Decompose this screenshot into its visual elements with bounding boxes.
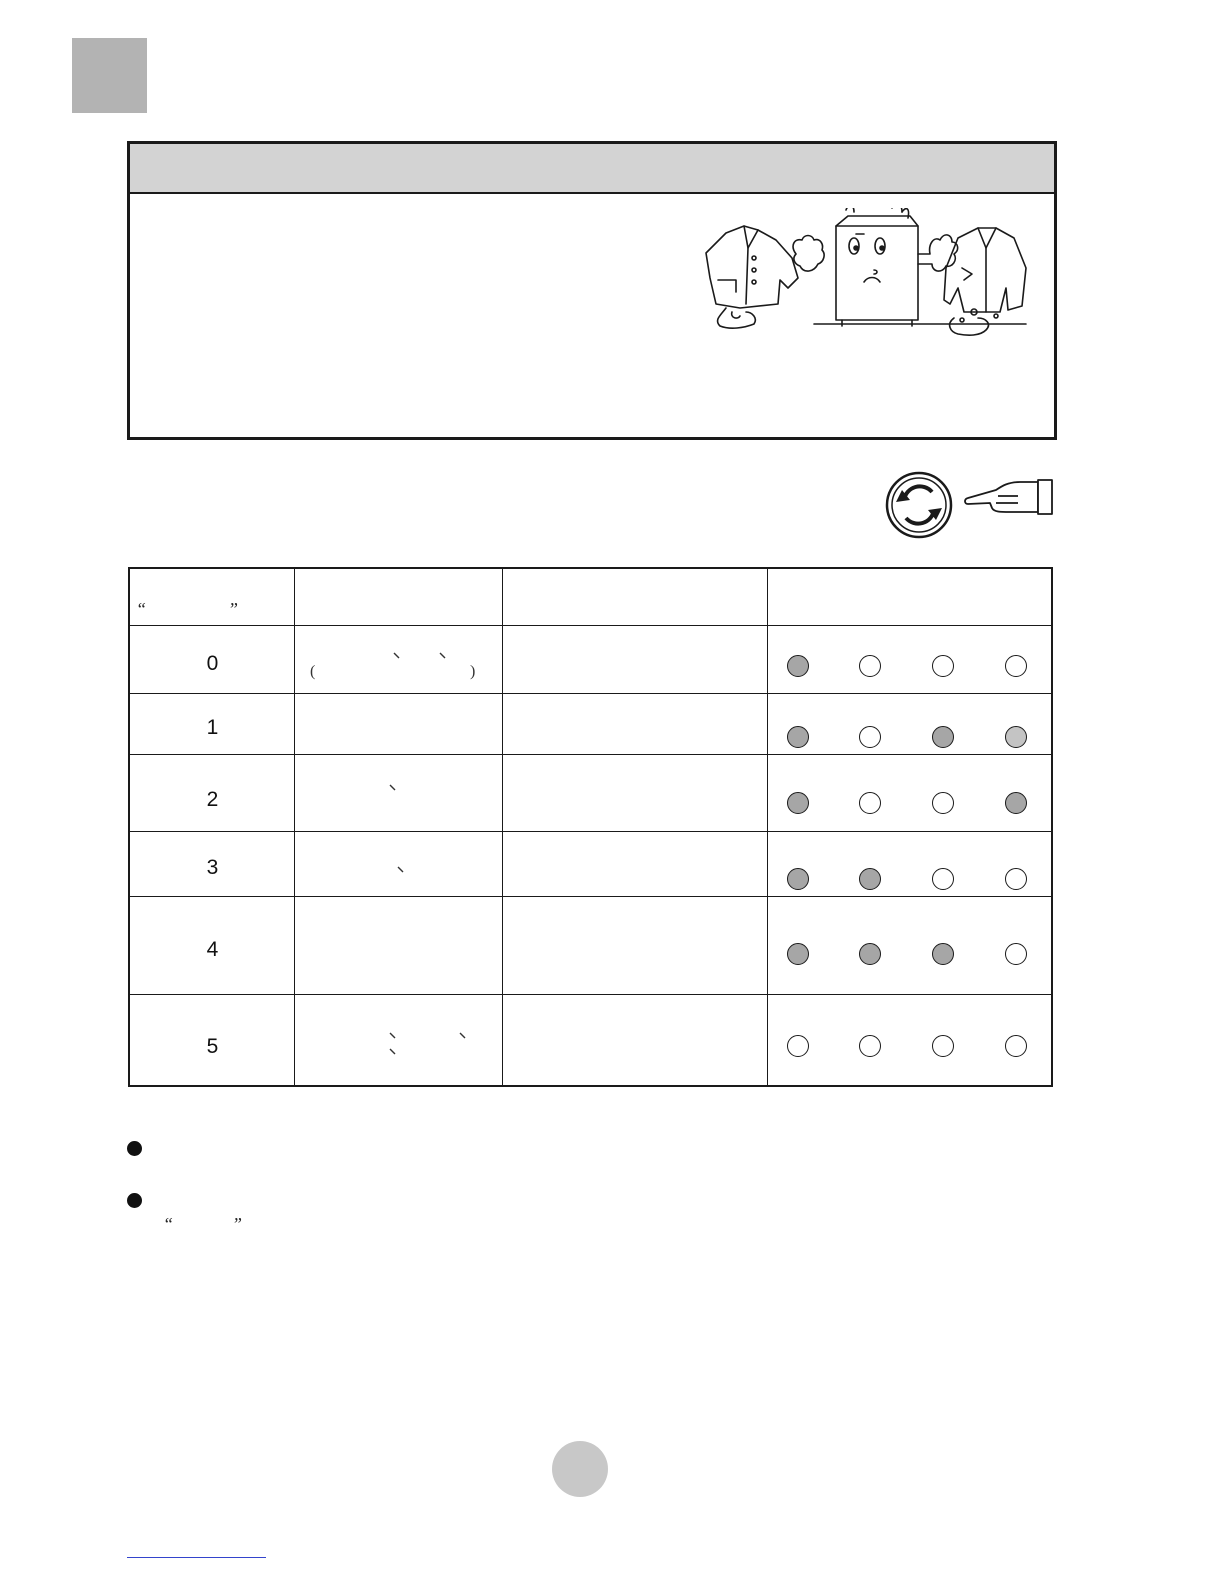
step-number: 0 <box>206 652 219 675</box>
diacritic-mark <box>438 651 448 661</box>
step-number: 2 <box>206 788 219 811</box>
indicator-light <box>787 726 809 748</box>
indicator-light <box>1005 1035 1027 1057</box>
indicator-light <box>859 792 881 814</box>
diacritic-mark <box>388 1047 398 1057</box>
diacritic-mark <box>458 1031 468 1041</box>
indicator-light <box>932 655 954 677</box>
indicator-light <box>859 726 881 748</box>
page-number-badge <box>552 1441 608 1497</box>
indicator-light <box>787 655 809 677</box>
indicator-light <box>787 792 809 814</box>
diacritic-mark <box>388 1031 398 1041</box>
indicator-light <box>1005 726 1027 748</box>
indicator-light <box>932 943 954 965</box>
indicator-light <box>787 1035 809 1057</box>
step-number: 4 <box>206 938 219 961</box>
note-bullet <box>127 1193 142 1208</box>
indicator-light <box>932 792 954 814</box>
note-quote-close: ” <box>232 1214 243 1234</box>
footer-link-underline[interactable] <box>127 1557 266 1558</box>
diacritic-mark <box>392 651 402 661</box>
note-quote-open: “ <box>163 1214 174 1234</box>
row0-paren-open: ( <box>310 663 316 680</box>
header-quote-open: “ <box>136 599 147 619</box>
program-steps-table <box>128 567 1053 1087</box>
indicator-light <box>859 1035 881 1057</box>
indicator-light <box>1005 868 1027 890</box>
indicator-light <box>1005 943 1027 965</box>
indicator-light <box>932 868 954 890</box>
indicator-light <box>787 943 809 965</box>
indicator-light <box>932 1035 954 1057</box>
step-number: 3 <box>206 856 219 879</box>
step-number: 1 <box>206 716 219 739</box>
rotate-arrows-icon <box>884 470 954 540</box>
indicator-light <box>932 726 954 748</box>
indicator-light <box>1005 792 1027 814</box>
diacritic-mark <box>396 865 406 875</box>
diacritic-mark <box>388 783 398 793</box>
section-marker-box <box>72 38 147 113</box>
note-bullet <box>127 1141 142 1156</box>
indicator-light <box>859 655 881 677</box>
header-quote-close: ” <box>228 599 239 619</box>
notice-header-band <box>130 144 1054 194</box>
indicator-light <box>859 943 881 965</box>
washer-cartoon-illustration <box>696 208 1036 348</box>
indicator-light <box>859 868 881 890</box>
indicator-light <box>1005 655 1027 677</box>
step-number: 5 <box>206 1035 219 1058</box>
pointing-hand-icon <box>962 476 1054 516</box>
row0-paren-close: ) <box>470 663 476 680</box>
indicator-light <box>787 868 809 890</box>
